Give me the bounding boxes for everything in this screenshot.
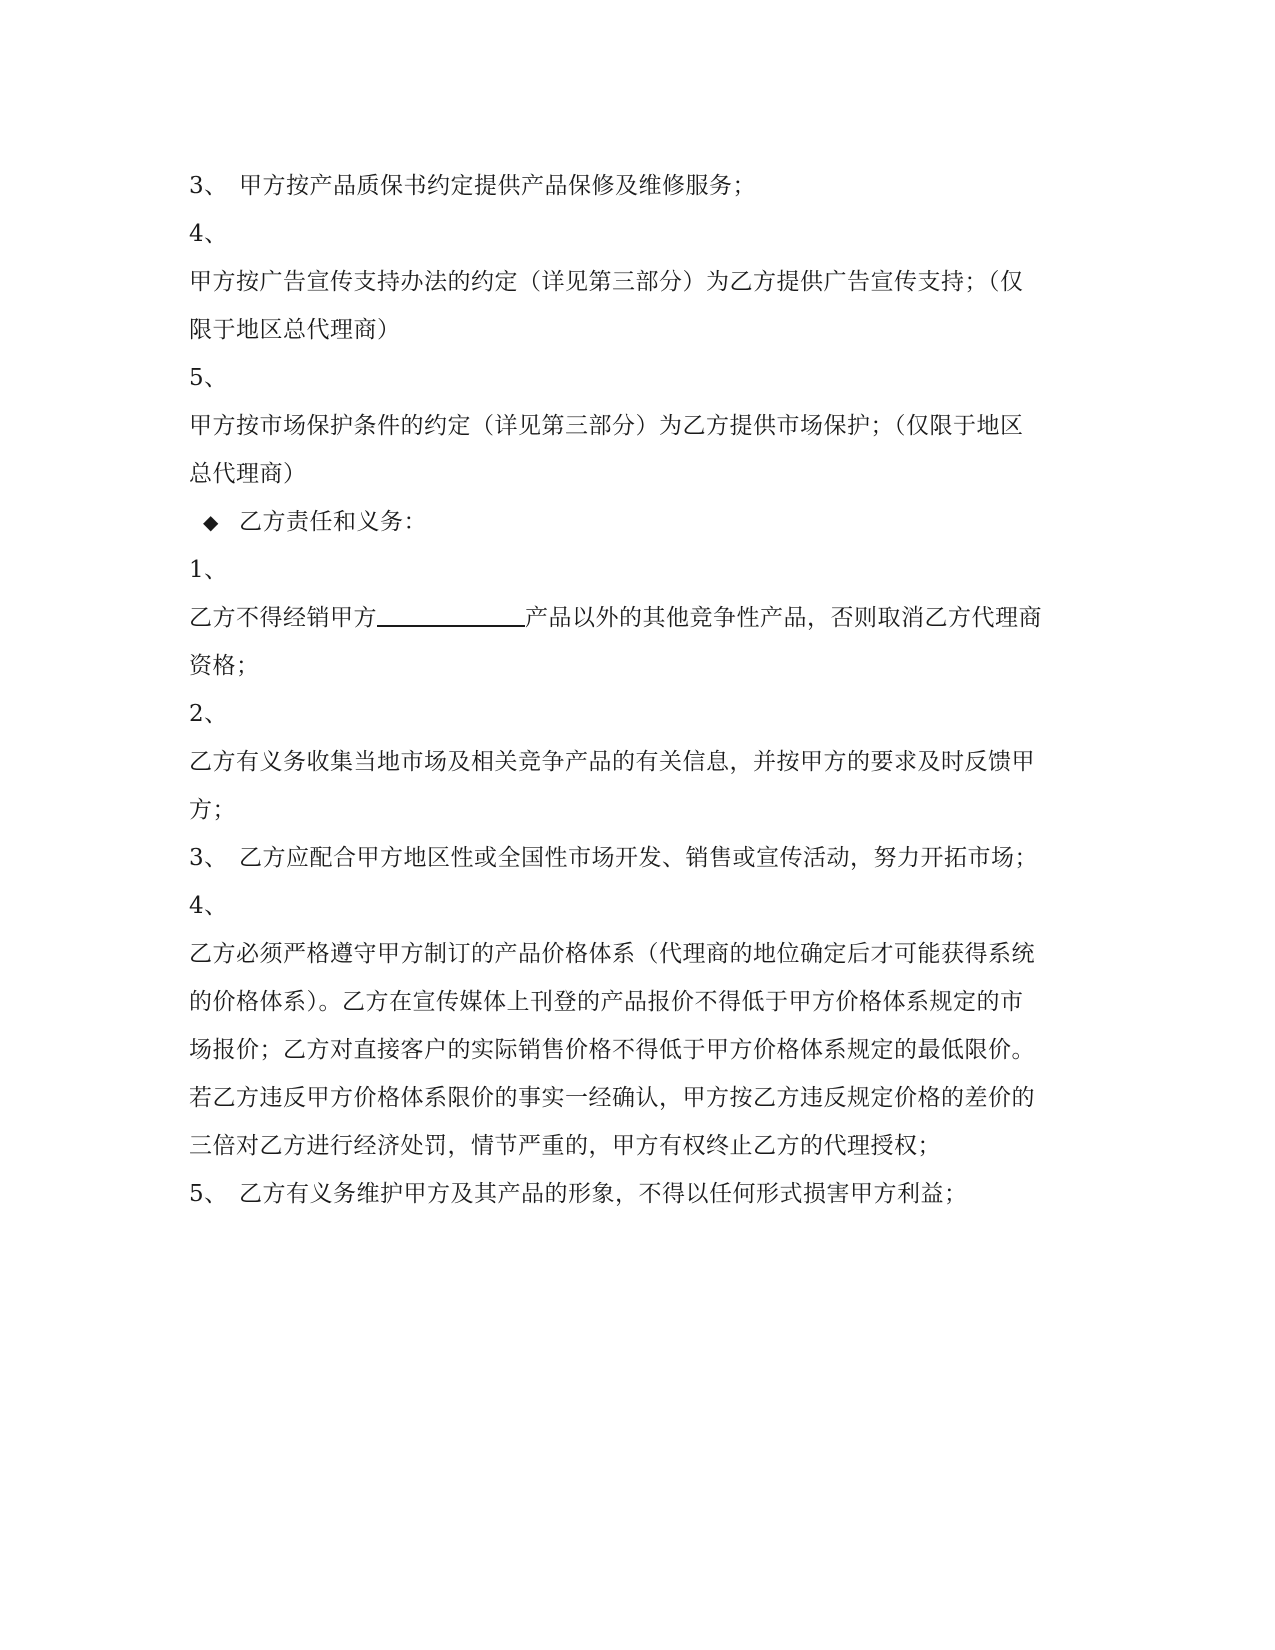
- item-number: 5、: [189, 1181, 228, 1207]
- item-number: 3、: [189, 173, 228, 199]
- party-b-item-1-line-2: 资格；: [189, 653, 260, 679]
- party-a-item-5-line-2: 总代理商）: [189, 461, 307, 487]
- item-text-after-blank: 产品以外的其他竞争性产品，否则取消乙方代理商: [525, 605, 1042, 631]
- item-text: 乙方应配合甲方地区性或全国性市场开发、销售或宣传活动，努力开拓市场；: [239, 845, 1038, 871]
- party-b-item-1-line-1: [189, 594, 1089, 642]
- party-a-item-4-line-1: 甲方按广告宣传支持办法的约定（详见第三部分）为乙方提供广告宣传支持；（仅: [189, 269, 1024, 295]
- party-b-item-4-line-2: 的价格体系）。乙方在宣传媒体上刊登的产品报价不得低于甲方价格体系规定的市: [189, 989, 1024, 1015]
- party-a-item-4-line-2: 限于地区总代理商）: [189, 317, 401, 343]
- party-a-item-4-number: 4、: [189, 221, 228, 247]
- party-b-item-4-line-3: 场报价；乙方对直接客户的实际销售价格不得低于甲方价格体系规定的最低限价。: [189, 1037, 1035, 1063]
- party-b-item-2-number: 2、: [189, 701, 228, 727]
- party-b-heading: [189, 498, 1089, 546]
- party-b-item-4-line-1: 乙方必须严格遵守甲方制订的产品价格体系（代理商的地位确定后才可能获得系统: [189, 941, 1035, 967]
- fill-in-blank: [377, 599, 525, 627]
- party-b-item-2-line-1: 乙方有义务收集当地市场及相关竞争产品的有关信息，并按甲方的要求及时反馈甲: [189, 749, 1035, 775]
- party-a-item-3: [189, 162, 1089, 210]
- item-text: 甲方按产品质保书约定提供产品保修及维修服务；: [239, 173, 756, 199]
- party-b-item-4-number: 4、: [189, 893, 228, 919]
- party-a-item-5-line-1: 甲方按市场保护条件的约定（详见第三部分）为乙方提供市场保护；（仅限于地区: [189, 413, 1024, 439]
- party-b-item-1-number: 1、: [189, 557, 228, 583]
- item-text: 乙方有义务维护甲方及其产品的形象，不得以任何形式损害甲方利益；: [239, 1181, 968, 1207]
- party-b-item-3: [189, 834, 1089, 882]
- party-a-item-5-number: 5、: [189, 365, 228, 391]
- section-heading: 乙方责任和义务：: [239, 509, 427, 535]
- party-b-item-5: [189, 1170, 1089, 1218]
- diamond-bullet-icon: ◆: [203, 510, 219, 534]
- party-b-item-2-line-2: 方；: [189, 797, 236, 823]
- item-number: 3、: [189, 845, 228, 871]
- party-b-item-4-line-4: 若乙方违反甲方价格体系限价的事实一经确认，甲方按乙方违反规定价格的差价的: [189, 1085, 1035, 1111]
- item-text-before-blank: 乙方不得经销甲方: [189, 605, 377, 631]
- document-body: [189, 162, 1089, 1218]
- party-b-item-4-line-5: 三倍对乙方进行经济处罚，情节严重的，甲方有权终止乙方的代理授权；: [189, 1133, 941, 1159]
